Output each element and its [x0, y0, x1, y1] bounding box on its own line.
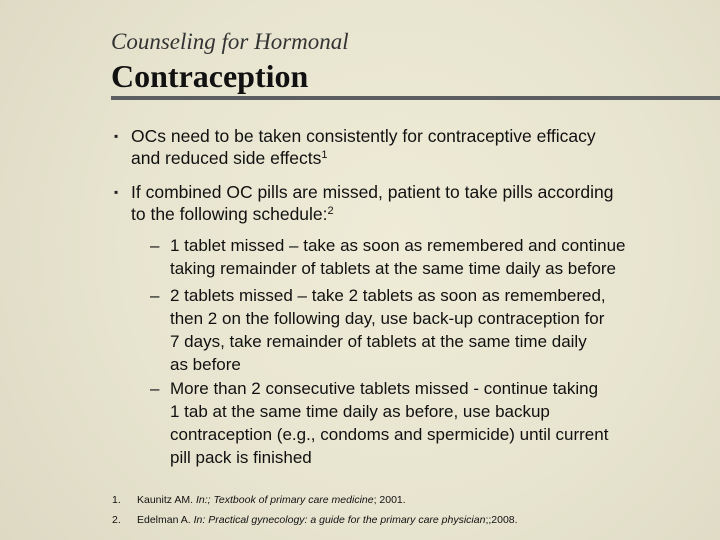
sub-item	[150, 284, 690, 376]
references	[112, 490, 518, 530]
dash-marker: –	[150, 286, 160, 305]
reference-number: 1.	[112, 494, 121, 506]
reference-tail: ; 2001.	[373, 494, 406, 506]
bullet-line: and reduced side effects	[131, 148, 322, 168]
sub-item-line: 2 tablets missed – take 2 tablets as soon as remembered,	[170, 286, 606, 305]
reference-item	[112, 510, 518, 530]
bullet-text	[131, 181, 613, 225]
citation-sup: 2	[327, 205, 334, 217]
slide-title: Contraception	[111, 58, 309, 94]
reference-tail: ;;2008.	[485, 514, 518, 526]
reference-text	[137, 510, 518, 530]
reference-item	[112, 490, 518, 510]
bullet-line: to the following schedule:	[131, 204, 328, 224]
bullet-item	[114, 181, 704, 225]
reference-author: Kaunitz AM.	[137, 494, 196, 506]
sub-item-line: 1 tablet missed – take as soon as remembered and continue	[170, 236, 626, 255]
citation-sup: 1	[321, 149, 328, 161]
reference-in: In:	[193, 514, 206, 526]
reference-source: ; Textbook of primary care medicine	[207, 494, 374, 506]
dash-marker: –	[150, 236, 160, 255]
bullet-item	[114, 125, 704, 169]
sub-item-line: 7 days, take remainder of tablets at the same time daily	[170, 332, 587, 351]
dash-marker: –	[150, 379, 160, 398]
sub-item-line: taking remainder of tablets at the same time daily as before	[170, 259, 617, 278]
reference-source: Practical gynecology: a guide for the primary care physician	[205, 514, 486, 526]
sub-item	[150, 377, 690, 469]
bullet-line: OCs need to be taken consistently for contraceptive efficacy	[131, 126, 596, 146]
sub-item-line: More than 2 consecutive tablets missed - continue taking	[170, 379, 599, 398]
sub-item-line: then 2 on the following day, use back-up contraception for	[170, 309, 605, 328]
sub-item-line: 1 tab at the same time daily as before, use backup	[170, 402, 550, 421]
square-bullet-icon: ▪	[114, 129, 119, 143]
sub-item-line: pill pack is finished	[170, 448, 312, 467]
reference-number: 2.	[112, 514, 121, 526]
sub-item	[150, 234, 690, 280]
bullet-line: If combined OC pills are missed, patient to take pills according	[131, 182, 614, 202]
sub-item-text	[170, 284, 606, 376]
reference-in: In:	[195, 494, 208, 506]
sub-item-line: contraception (e.g., condoms and spermicide) until current	[170, 425, 609, 444]
sub-item-text	[170, 234, 626, 280]
bullet-text	[131, 125, 596, 169]
square-bullet-icon: ▪	[114, 185, 119, 199]
title-divider	[111, 96, 720, 100]
sub-item-line: as before	[170, 355, 241, 374]
reference-author: Edelman A.	[137, 514, 194, 526]
slide-subtitle: Counseling for Hormonal	[111, 29, 349, 54]
sub-item-text	[170, 377, 608, 469]
reference-text	[137, 490, 406, 510]
